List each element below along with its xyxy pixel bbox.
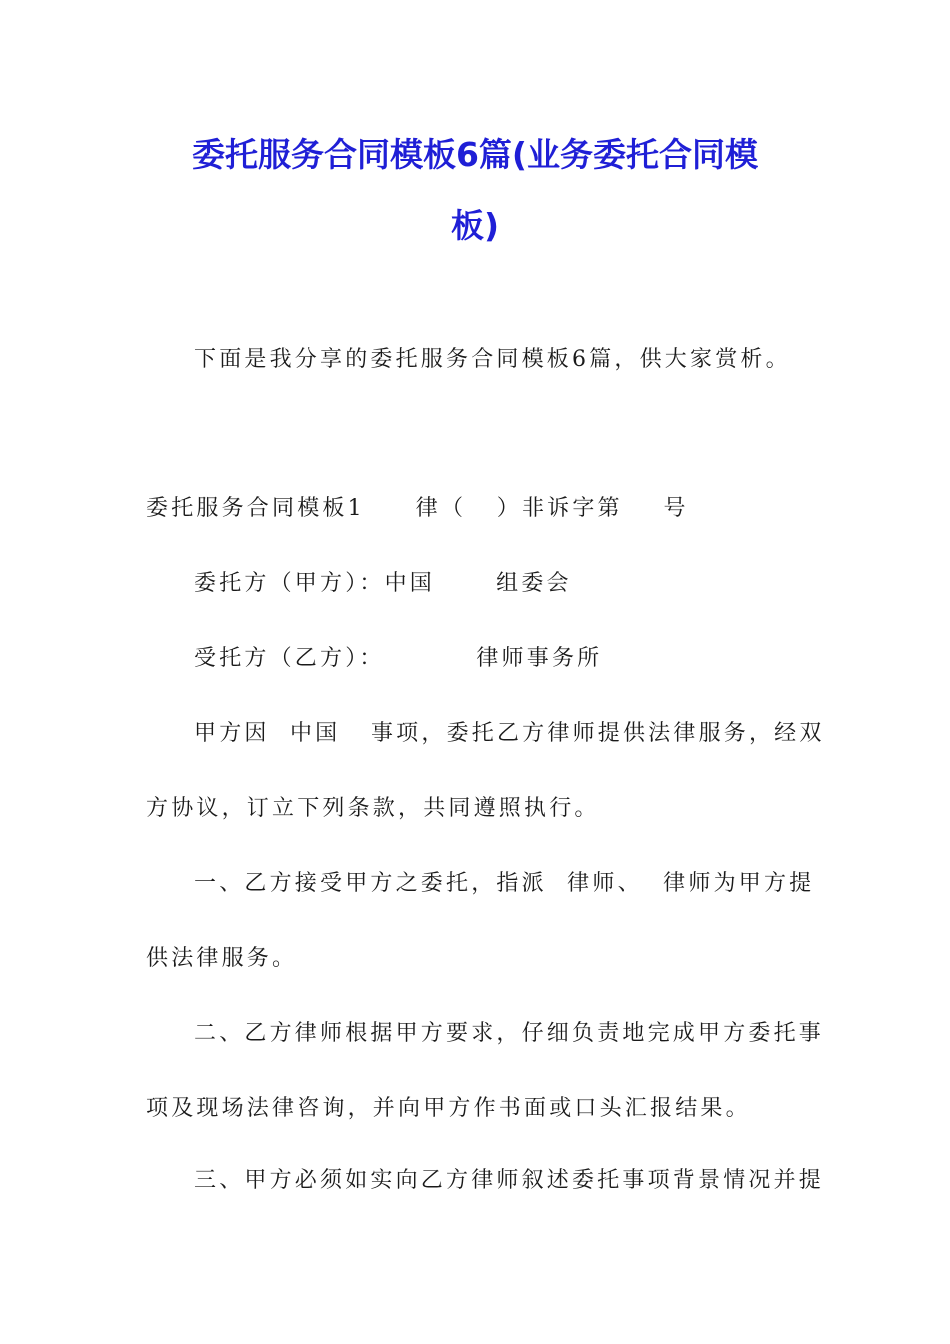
clause-2-line-2: 项及现场法律咨询，并向甲方作书面或口头汇报结果。	[146, 1096, 751, 1121]
intro-paragraph: 下面是我分享的委托服务合同模板6篇，供大家赏析。	[194, 347, 791, 372]
clause-1-line-2: 供法律服务。	[146, 946, 298, 971]
document-title-line-2: 板)	[450, 206, 500, 245]
document-title-line-1: 委托服务合同模板6篇(业务委托合同模	[191, 135, 759, 174]
paragraph-1-line-2: 方协议，订立下列条款，共同遵照执行。	[146, 796, 600, 821]
agent-party-line: 受托方（乙方）： 律师事务所	[194, 646, 603, 671]
clause-3-line-1: 三、甲方必须如实向乙方律师叙述委托事项背景情况并提	[194, 1168, 825, 1193]
clause-1-line-1: 一、乙方接受甲方之委托，指派 律师、 律师为甲方提	[194, 871, 815, 896]
client-party-line: 委托方（甲方）：中国 组委会	[194, 571, 572, 596]
section-heading: 委托服务合同模板1 律（ ）非诉字第 号	[146, 496, 689, 521]
clause-2-line-1: 二、乙方律师根据甲方要求，仔细负责地完成甲方委托事	[194, 1021, 825, 1046]
paragraph-1-line-1: 甲方因 中国 事项，委托乙方律师提供法律服务，经双	[194, 721, 825, 746]
